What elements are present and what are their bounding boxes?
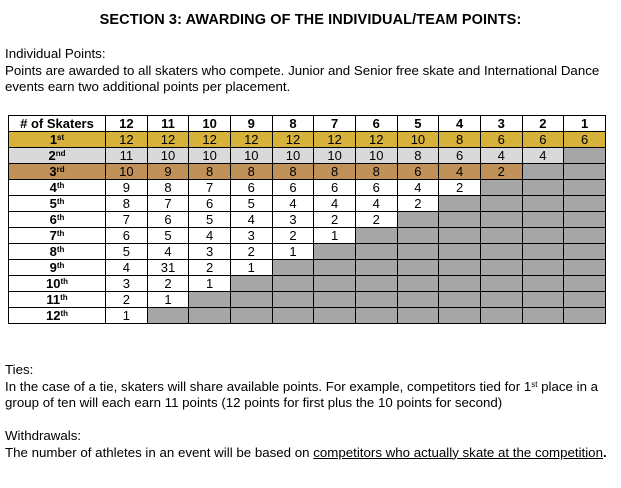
- rank-number: 2: [48, 148, 56, 163]
- ties-text-part: place in a group of ten will each earn 11 points (12 points for first plus the 10 points for second): [5, 378, 599, 410]
- withdrawals-underlined-text: competitors who actually skate at the competition: [313, 444, 603, 460]
- points-cell: 7: [106, 212, 148, 228]
- points-cell: 6: [230, 180, 272, 196]
- rank-suffix: th: [56, 213, 65, 222]
- table-column-header: 12: [106, 116, 148, 132]
- points-cell: 4: [314, 196, 356, 212]
- empty-cell: [564, 228, 606, 244]
- points-cell: 1: [314, 228, 356, 244]
- empty-cell: [480, 244, 522, 260]
- table-row: [9, 292, 606, 308]
- empty-cell: [314, 244, 356, 260]
- empty-cell: [522, 228, 564, 244]
- empty-cell: [522, 196, 564, 212]
- points-cell: 4: [355, 196, 397, 212]
- rank-cell: [9, 292, 106, 308]
- empty-cell: [522, 244, 564, 260]
- rank-cell: [9, 260, 106, 276]
- table-row: [9, 148, 606, 164]
- empty-cell: [439, 244, 481, 260]
- points-cell: 4: [439, 164, 481, 180]
- points-cell: 2: [397, 196, 439, 212]
- rank-cell: [9, 276, 106, 292]
- empty-cell: [564, 212, 606, 228]
- points-cell: 8: [355, 164, 397, 180]
- rank-cell: [9, 132, 106, 148]
- empty-cell: [355, 276, 397, 292]
- points-cell: 6: [272, 180, 314, 196]
- table-row: [9, 308, 606, 324]
- empty-cell: [355, 228, 397, 244]
- rank-cell: [9, 308, 106, 324]
- table-column-header: 9: [230, 116, 272, 132]
- empty-cell: [189, 308, 231, 324]
- rank-number: 7: [49, 228, 57, 243]
- empty-cell: [314, 276, 356, 292]
- points-cell: 8: [314, 164, 356, 180]
- empty-cell: [355, 292, 397, 308]
- rank-number: 10: [45, 276, 61, 291]
- empty-cell: [439, 308, 481, 324]
- empty-cell: [230, 276, 272, 292]
- points-cell: 4: [522, 148, 564, 164]
- points-cell: 10: [397, 132, 439, 148]
- points-cell: 10: [106, 164, 148, 180]
- points-cell: 1: [272, 244, 314, 260]
- points-cell: 5: [230, 196, 272, 212]
- points-cell: 1: [230, 260, 272, 276]
- rank-suffix: nd: [55, 149, 66, 158]
- empty-cell: [314, 308, 356, 324]
- rank-suffix: th: [60, 277, 69, 286]
- table-row: [9, 260, 606, 276]
- ties-section: [5, 362, 617, 412]
- points-cell: 10: [230, 148, 272, 164]
- points-cell: 3: [189, 244, 231, 260]
- points-cell: 5: [106, 244, 148, 260]
- points-cell: 2: [189, 260, 231, 276]
- empty-cell: [564, 276, 606, 292]
- empty-cell: [439, 292, 481, 308]
- rank-number: 4: [49, 180, 57, 195]
- empty-cell: [522, 180, 564, 196]
- ties-text-sup: st: [531, 379, 538, 389]
- empty-cell: [480, 228, 522, 244]
- points-cell: 2: [230, 244, 272, 260]
- withdrawals-section: [5, 428, 617, 461]
- empty-cell: [564, 308, 606, 324]
- points-cell: 1: [189, 276, 231, 292]
- points-cell: 1: [147, 292, 189, 308]
- table-column-header: 11: [147, 116, 189, 132]
- empty-cell: [397, 260, 439, 276]
- ties-heading: Ties:: [5, 362, 34, 377]
- empty-cell: [272, 260, 314, 276]
- points-cell: 2: [272, 228, 314, 244]
- points-cell: 12: [355, 132, 397, 148]
- points-cell: 10: [314, 148, 356, 164]
- points-cell: 10: [355, 148, 397, 164]
- table-column-header: 2: [522, 116, 564, 132]
- points-cell: 2: [106, 292, 148, 308]
- rank-number: 12: [45, 308, 61, 323]
- empty-cell: [564, 164, 606, 180]
- rank-cell: [9, 196, 106, 212]
- points-cell: 3: [272, 212, 314, 228]
- table-row: [9, 132, 606, 148]
- empty-cell: [439, 276, 481, 292]
- table-row: [9, 164, 606, 180]
- individual-points-heading: Individual Points:: [5, 46, 106, 61]
- points-cell: 4: [230, 212, 272, 228]
- table-column-header: 8: [272, 116, 314, 132]
- points-cell: 8: [439, 132, 481, 148]
- points-cell: 6: [480, 132, 522, 148]
- empty-cell: [397, 228, 439, 244]
- points-cell: 10: [189, 148, 231, 164]
- empty-cell: [522, 276, 564, 292]
- table-column-header: 5: [397, 116, 439, 132]
- empty-cell: [522, 164, 564, 180]
- points-cell: 12: [314, 132, 356, 148]
- table-column-header: 1: [564, 116, 606, 132]
- empty-cell: [439, 228, 481, 244]
- table-row: [9, 276, 606, 292]
- points-cell: 4: [189, 228, 231, 244]
- empty-cell: [522, 308, 564, 324]
- ties-text: [5, 379, 617, 412]
- points-cell: 12: [147, 132, 189, 148]
- points-cell: 6: [564, 132, 606, 148]
- points-cell: 8: [147, 180, 189, 196]
- empty-cell: [480, 308, 522, 324]
- empty-cell: [564, 148, 606, 164]
- points-cell: 12: [106, 132, 148, 148]
- points-cell: 4: [106, 260, 148, 276]
- rank-cell: [9, 180, 106, 196]
- withdrawals-text: [5, 445, 617, 462]
- empty-cell: [480, 292, 522, 308]
- empty-cell: [397, 292, 439, 308]
- empty-cell: [439, 260, 481, 276]
- points-table: [8, 115, 606, 324]
- points-cell: 8: [189, 164, 231, 180]
- empty-cell: [480, 196, 522, 212]
- rank-suffix: th: [56, 245, 65, 254]
- rank-suffix: th: [60, 293, 68, 302]
- empty-cell: [480, 276, 522, 292]
- points-cell: 6: [439, 148, 481, 164]
- table-row: [9, 196, 606, 212]
- withdrawals-text-part: .: [602, 444, 607, 460]
- withdrawals-heading: Withdrawals:: [5, 428, 82, 443]
- empty-cell: [480, 260, 522, 276]
- empty-cell: [522, 260, 564, 276]
- points-cell: 2: [480, 164, 522, 180]
- table-row: [9, 244, 606, 260]
- table-row: [9, 212, 606, 228]
- rank-number: 8: [49, 244, 57, 259]
- table-column-header: 4: [439, 116, 481, 132]
- empty-cell: [147, 308, 189, 324]
- empty-cell: [397, 244, 439, 260]
- points-cell: 4: [147, 244, 189, 260]
- points-cell: 10: [147, 148, 189, 164]
- table-column-header: 3: [480, 116, 522, 132]
- rank-suffix: th: [56, 181, 65, 190]
- rank-cell: [9, 164, 106, 180]
- points-cell: 9: [106, 180, 148, 196]
- points-cell: 5: [147, 228, 189, 244]
- empty-cell: [522, 292, 564, 308]
- empty-cell: [272, 308, 314, 324]
- empty-cell: [480, 180, 522, 196]
- points-cell: 9: [147, 164, 189, 180]
- empty-cell: [564, 196, 606, 212]
- table-row: [9, 180, 606, 196]
- points-cell: 1: [106, 308, 148, 324]
- points-cell: 8: [106, 196, 148, 212]
- points-cell: 2: [314, 212, 356, 228]
- points-cell: 3: [106, 276, 148, 292]
- empty-cell: [522, 212, 564, 228]
- empty-cell: [480, 212, 522, 228]
- points-cell: 3: [230, 228, 272, 244]
- empty-cell: [230, 292, 272, 308]
- empty-cell: [355, 244, 397, 260]
- empty-cell: [355, 260, 397, 276]
- rank-suffix: th: [60, 309, 69, 318]
- rank-suffix: rd: [56, 165, 65, 174]
- empty-cell: [230, 308, 272, 324]
- points-cell: 6: [397, 164, 439, 180]
- points-cell: 8: [397, 148, 439, 164]
- points-cell: 7: [147, 196, 189, 212]
- table-row: [9, 228, 606, 244]
- rank-number: 9: [49, 260, 57, 275]
- empty-cell: [564, 244, 606, 260]
- rank-suffix: th: [56, 261, 65, 270]
- empty-cell: [564, 180, 606, 196]
- rank-number: 6: [49, 212, 57, 227]
- points-cell: 6: [522, 132, 564, 148]
- ties-text-part: In the case of a tie, skaters will share available points. For example, competitors tied for 1: [5, 378, 532, 394]
- empty-cell: [564, 260, 606, 276]
- points-cell: 4: [272, 196, 314, 212]
- points-cell: 4: [397, 180, 439, 196]
- table-corner-header: # of Skaters: [9, 116, 106, 132]
- points-cell: 12: [230, 132, 272, 148]
- points-cell: 2: [355, 212, 397, 228]
- points-cell: 2: [439, 180, 481, 196]
- points-cell: 6: [314, 180, 356, 196]
- points-cell: 2: [147, 276, 189, 292]
- table-column-header: 10: [189, 116, 231, 132]
- empty-cell: [272, 276, 314, 292]
- points-cell: 6: [147, 212, 189, 228]
- rank-number: 1: [49, 132, 58, 147]
- points-cell: 10: [272, 148, 314, 164]
- points-cell: 11: [106, 148, 148, 164]
- points-cell: 6: [189, 196, 231, 212]
- points-cell: 7: [189, 180, 231, 196]
- rank-cell: [9, 148, 106, 164]
- rank-cell: [9, 212, 106, 228]
- empty-cell: [439, 196, 481, 212]
- rank-number: 3: [49, 164, 57, 179]
- points-cell: 6: [355, 180, 397, 196]
- table-header-row: [9, 116, 606, 132]
- empty-cell: [314, 260, 356, 276]
- empty-cell: [355, 308, 397, 324]
- points-cell: 4: [480, 148, 522, 164]
- rank-number: 11: [46, 292, 61, 307]
- withdrawals-text-part: The number of athletes in an event will be based on: [5, 444, 314, 460]
- rank-cell: [9, 244, 106, 260]
- individual-points-section: [5, 46, 617, 96]
- points-cell: 12: [189, 132, 231, 148]
- rank-number: 5: [49, 196, 57, 211]
- empty-cell: [189, 292, 231, 308]
- empty-cell: [439, 212, 481, 228]
- points-cell: 31: [147, 260, 189, 276]
- points-cell: 6: [106, 228, 148, 244]
- rank-cell: [9, 228, 106, 244]
- table-column-header: 7: [314, 116, 356, 132]
- empty-cell: [272, 292, 314, 308]
- empty-cell: [314, 292, 356, 308]
- rank-suffix: th: [56, 229, 65, 238]
- points-cell: 12: [272, 132, 314, 148]
- individual-points-text: Points are awarded to all skaters who compete. Junior and Senior free skate and International Dance events earn two additional points per placement.: [5, 62, 600, 94]
- points-cell: 8: [230, 164, 272, 180]
- section-title: SECTION 3: AWARDING OF THE INDIVIDUAL/TEAM POINTS:: [99, 12, 522, 28]
- points-cell: 5: [189, 212, 231, 228]
- rank-suffix: th: [56, 197, 65, 206]
- rank-suffix: st: [57, 133, 65, 142]
- empty-cell: [397, 308, 439, 324]
- empty-cell: [397, 212, 439, 228]
- table-column-header: 6: [355, 116, 397, 132]
- points-cell: 8: [272, 164, 314, 180]
- empty-cell: [397, 276, 439, 292]
- empty-cell: [564, 292, 606, 308]
